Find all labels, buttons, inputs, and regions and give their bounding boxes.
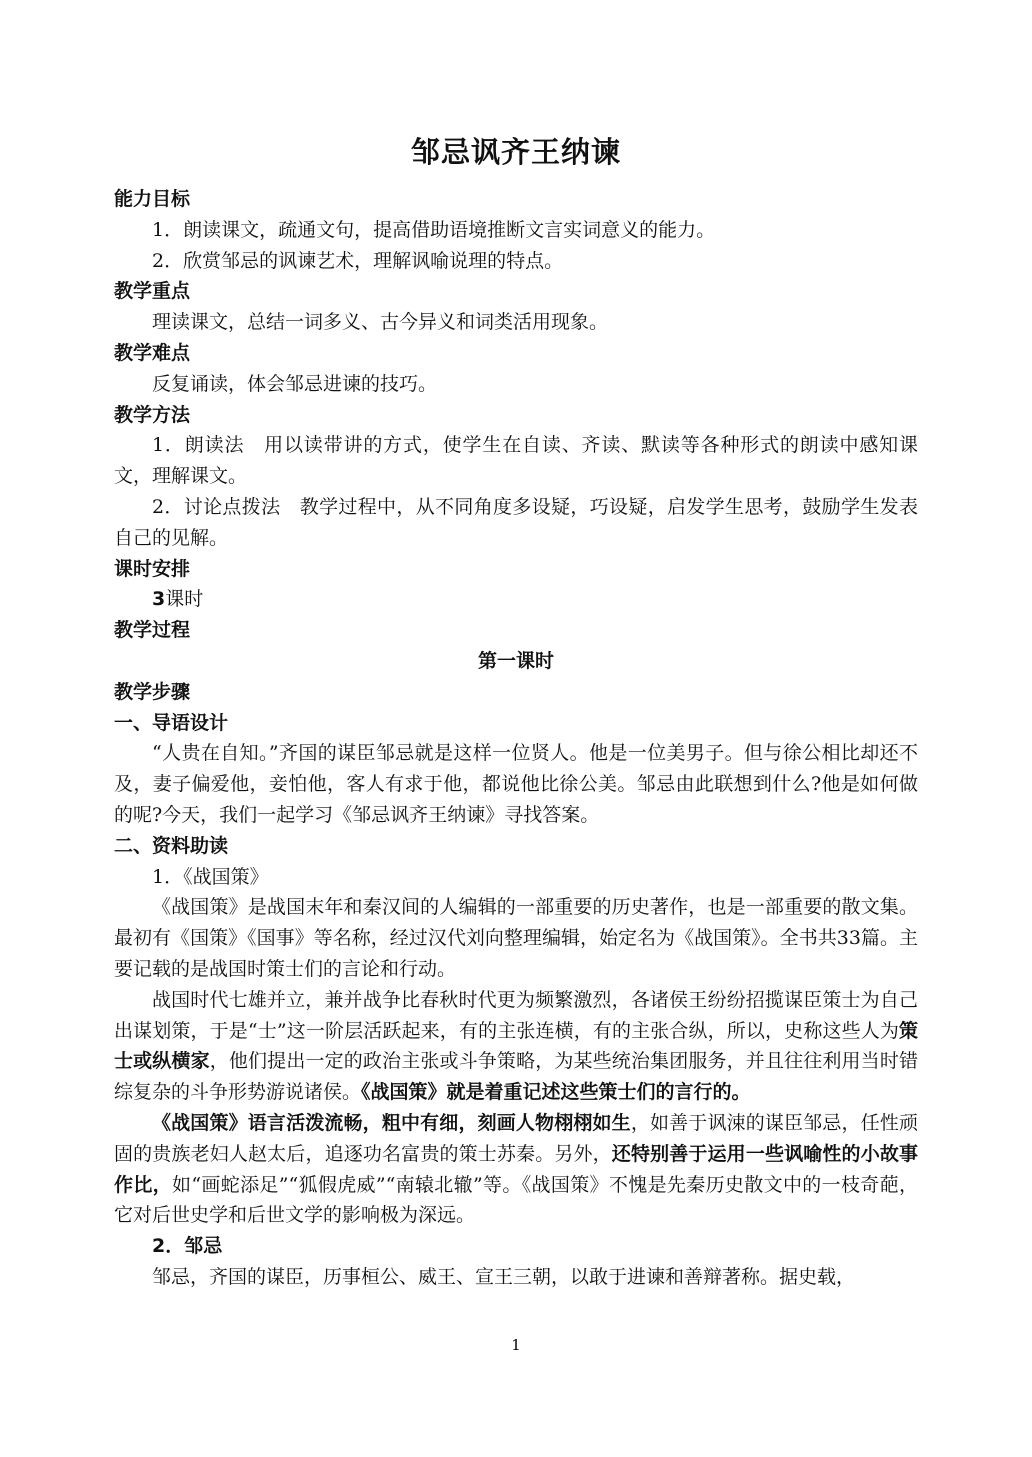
focus-text: 理读课文，总结一词多义、古今异义和词类活用现象。 xyxy=(152,311,609,334)
heading-method: 教学方法 xyxy=(114,403,191,426)
para2-text-c: ，他们提出一定的政治主张或斗争策略，为某些统治集团服务，并且往往利用当时错综复杂的斗争形势游说诸侯。 xyxy=(114,1050,918,1104)
para3-text-d: 如“画蛇添足”“狐假虎威”“南辕北辙”等。《战国策》不愧是先秦历史散文中的一枝奇葩，它对后世史学和后世文学的影响极为深远。 xyxy=(114,1173,918,1227)
para3-bold-a: 《战国策》语言活泼流畅，粗中有细，刻画人物栩栩如生 xyxy=(152,1111,631,1134)
materials-sub-2 xyxy=(114,1231,918,1262)
schedule-unit: 课时 xyxy=(165,588,204,611)
heading-materials: 二、资料助读 xyxy=(114,834,229,857)
method-item-1: 1．朗读法 用以读带讲的方式，使学生在自读、齐读、默读等各种形式的朗读中感知课文，理解课文。 xyxy=(114,434,918,488)
para2-bold-d: 《战国策》就是着重记述这些策士们的言行的。 xyxy=(361,1081,751,1104)
materials-para-2 xyxy=(114,985,918,1108)
para3-text-b: ，如善于讽涑的谋臣邹忌，任性顽固的贵族老妇人赵太后，追逐功名富贵的策士苏秦。另外， xyxy=(114,1111,918,1165)
heading-process: 教学过程 xyxy=(114,619,191,642)
ability-item-1: 1．朗读课文，疏通文句，提高借助语境推断文言实词意义的能力。 xyxy=(152,218,716,241)
para2-bold-b: 策士或纵横家 xyxy=(114,1019,918,1073)
heading-steps: 教学步骤 xyxy=(114,680,191,703)
difficulty-text: 反复诵读，体会邹忌进谏的技巧。 xyxy=(152,372,438,395)
schedule-count: 3 xyxy=(152,588,166,611)
ability-item-2: 2．欣赏邹忌的讽谏艺术，理解讽喻说理的特点。 xyxy=(152,249,564,272)
para3-bold-c: 还特别善于运用一些讽喻性的小故事作比， xyxy=(114,1142,918,1196)
materials-para-1: 《战国策》是战国末年和秦汉间的人编辑的一部重要的历史著作，也是一部重要的散文集。最初有《国策》《国事》等名称，经过汉代刘向整理编辑，始定名为《战国策》。全书共33篇。主要记载的是战国时策士们的言论和行动。 xyxy=(114,896,918,980)
materials-sub-1: 1．《战国策》 xyxy=(152,865,269,888)
materials-para-4: 邹忌，齐国的谋臣，历事桓公、威王、宣王三朝，以敢于进谏和善辩著称。据史载， xyxy=(152,1265,856,1288)
heading-focus: 教学重点 xyxy=(114,280,191,303)
lesson-title: 第一课时 xyxy=(477,649,554,672)
sub2-label: 2．邹忌 xyxy=(152,1235,223,1258)
materials-para-3 xyxy=(114,1108,918,1231)
schedule-text xyxy=(114,584,918,615)
para2-text-a: 战国时代七雄并立，兼并战争比春秋时代更为频繁激烈，各诸侯王纷纷招揽谋臣策士为自己出谋划策，于是“士”这一阶层活跃起来，有的主张连横，有的主张合纵，所以，史称这些人为 xyxy=(114,988,918,1042)
method-item-2: 2．讨论点拨法 教学过程中，从不同角度多设疑，巧设疑，启发学生思考，鼓励学生发表自己的见解。 xyxy=(114,495,918,549)
page-number: 1 xyxy=(511,1336,521,1354)
heading-ability: 能力目标 xyxy=(114,188,191,210)
heading-schedule: 课时安排 xyxy=(114,557,191,580)
heading-difficulty: 教学难点 xyxy=(114,341,191,364)
page-title: 邹忌讽齐王纳谏 xyxy=(410,135,621,169)
intro-text: “人贵在自知。”齐国的谋臣邹忌就是这样一位贤人。他是一位美男子。但与徐公相比却还不及，妻子偏爱他，妾怕他，客人有求于他，都说他比徐公美。邹忌由此联想到什么?他是如何做的呢?今天，我们一起学习《邹忌讽齐王纳谏》寻找答案。 xyxy=(114,742,918,826)
heading-intro: 一、导语设计 xyxy=(114,711,229,734)
